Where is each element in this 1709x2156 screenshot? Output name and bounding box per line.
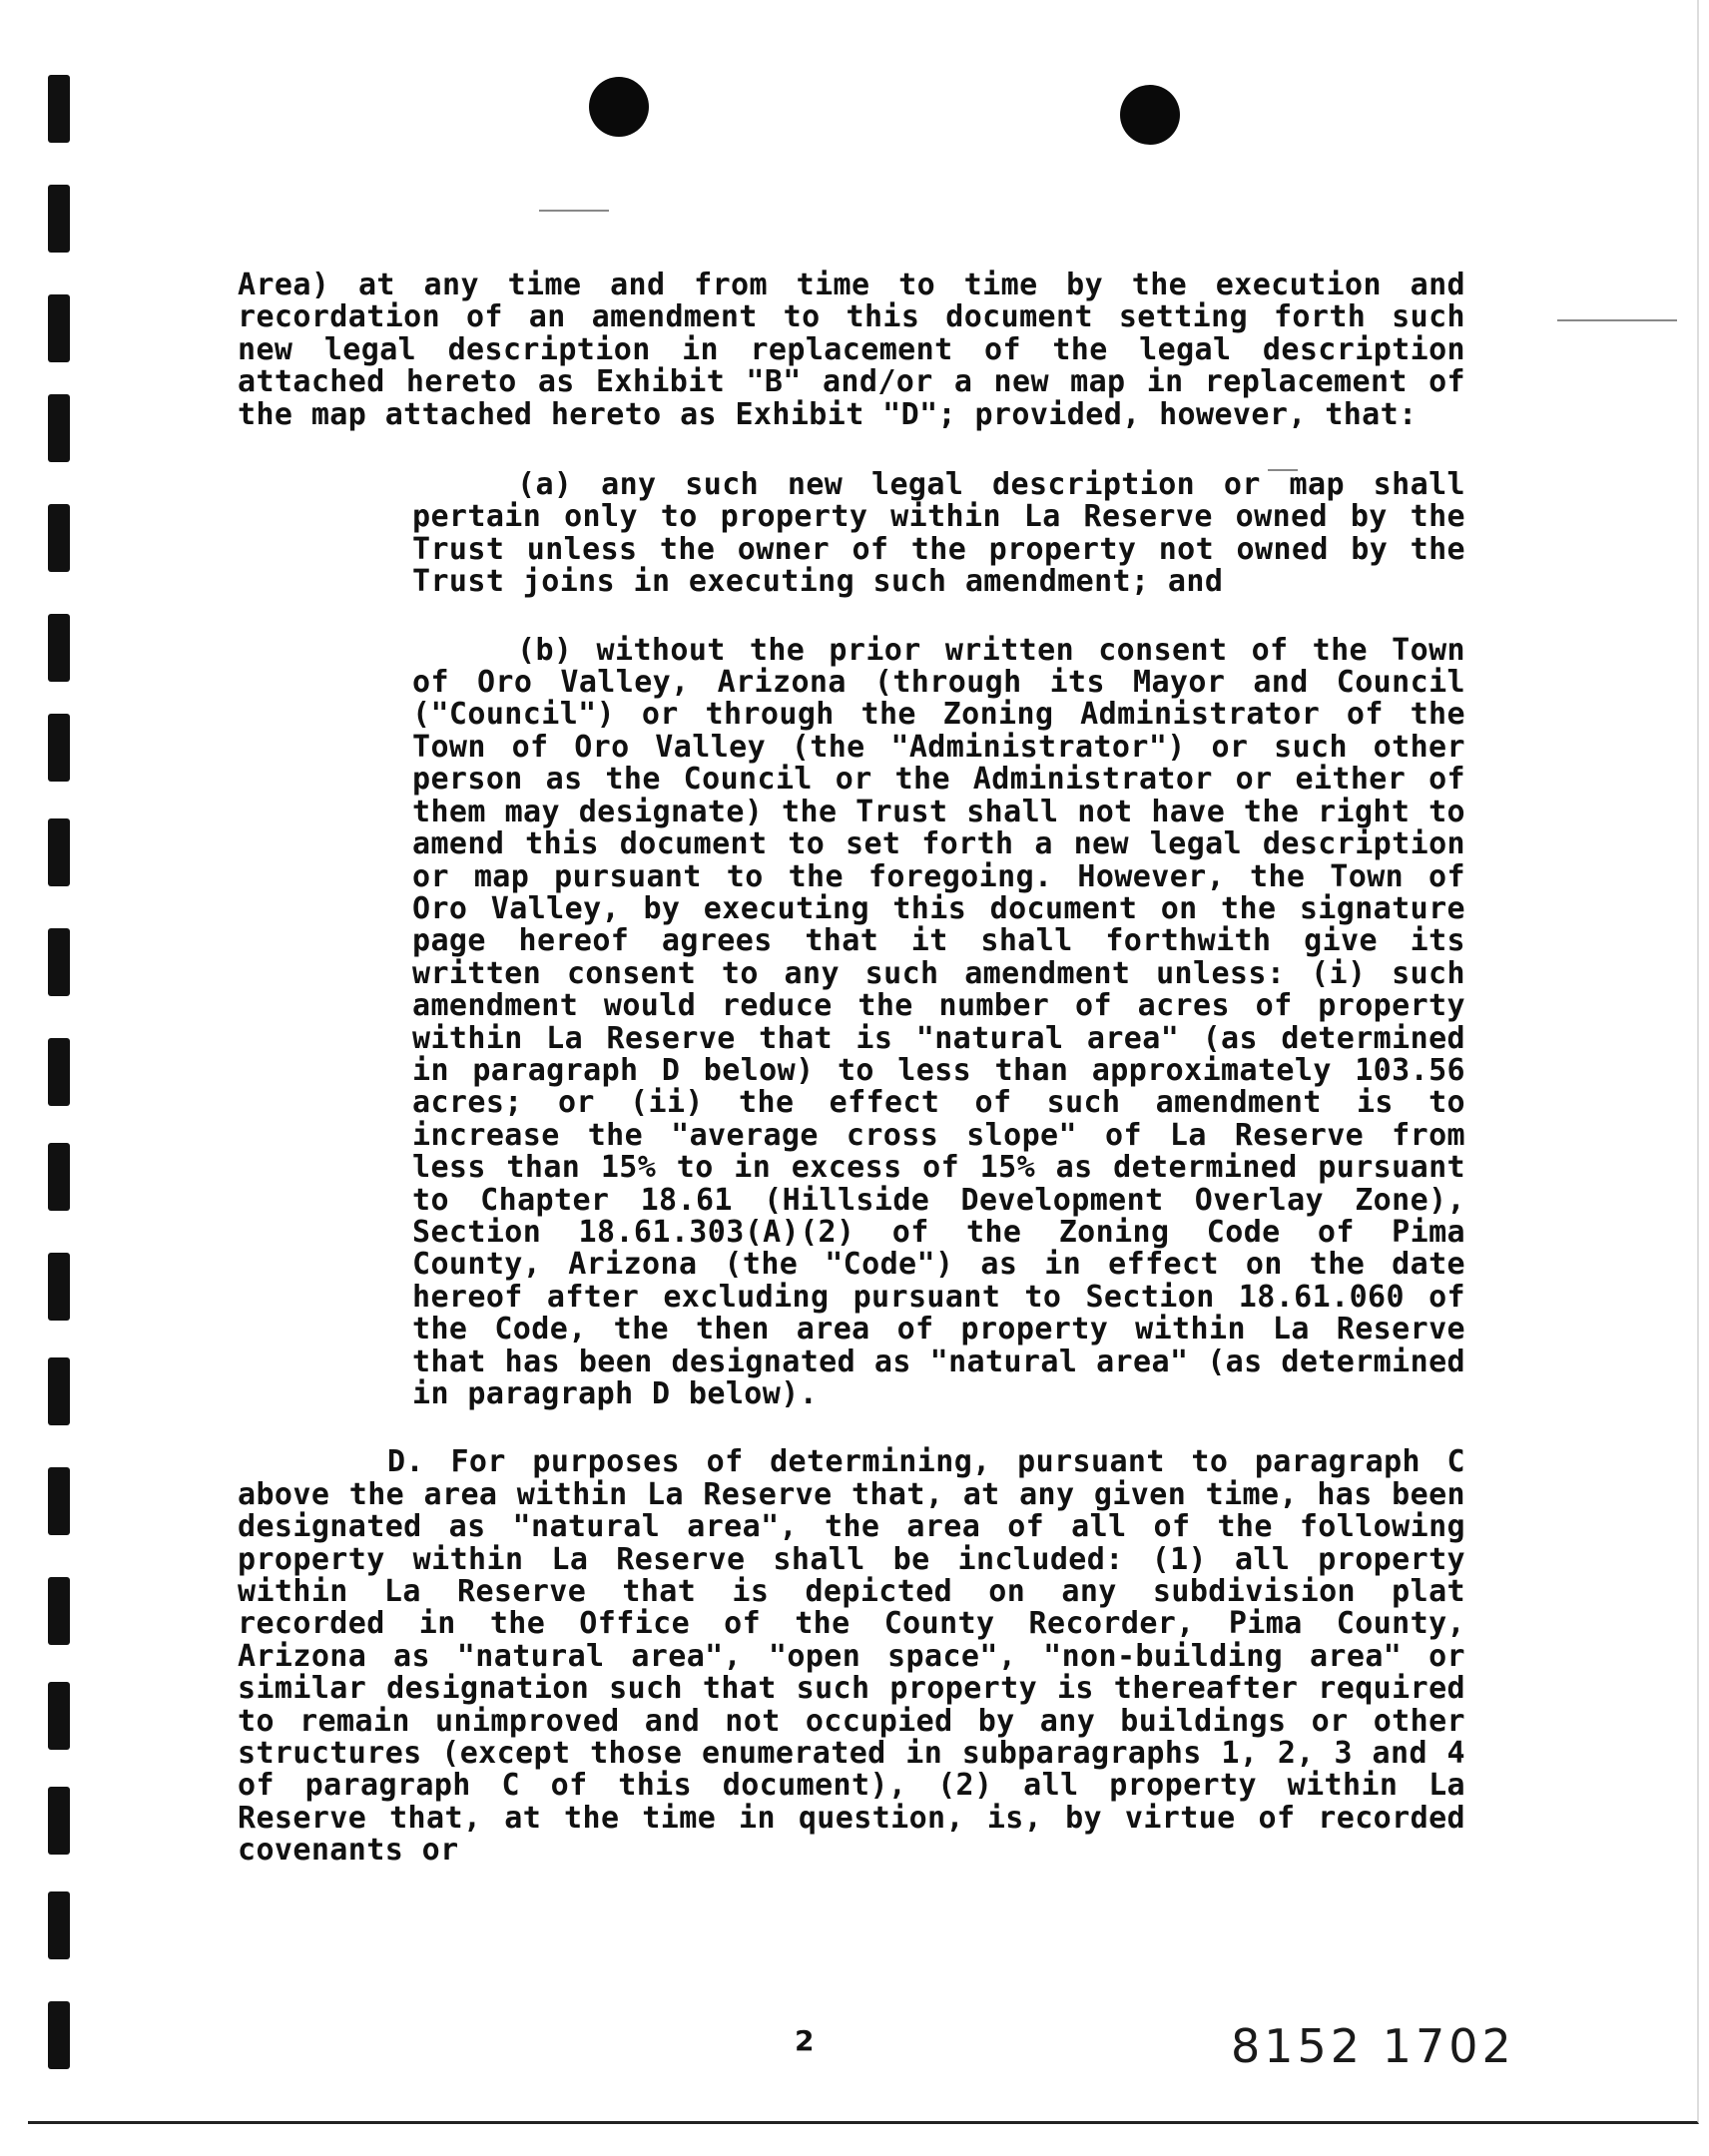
feed-mark bbox=[48, 75, 70, 143]
page-number: 2 bbox=[795, 2024, 815, 2057]
scan-noise bbox=[1557, 319, 1677, 321]
feed-mark bbox=[48, 294, 70, 362]
document-body bbox=[238, 270, 1465, 1868]
feed-mark bbox=[48, 928, 70, 996]
subparagraph-b: (b) without the prior written consent of the Town of Oro Valley, Arizona (through its Mayor and Council ("Council") or through the Zoning Administrator of the Town of Oro Valley (the "Administrator") or such other person as the Council or the Administrator or either of them may designate) the Trust shall not have the right to amend this document to set forth a new legal description or map pursuant to the foregoing. However, the Town of Oro Valley, by executing this document on the signature page hereof agrees that it shall forthwith give its written consent to any such amendment unless: (i) such amendment would reduce the number of acres of property within La Reserve that is "natural area" (as determined in paragraph D below) to less than approximately 103.56 acres; or (ii) the effect of such amendment is to increase the "average cross slope" of La Reserve from less than 15% to in excess of 15% as determined pursuant to Chapter 18.61 (Hillside Development Overlay Zone), Section 18.61.303(A)(2) of the Zoning Code of Pima County, Arizona (the "Code") as in effect on the date hereof after excluding pursuant to Section 18.61.060 of the Code, the then area of property within La Reserve that has been designated as "natural area" (as determined in paragraph D below). bbox=[412, 632, 1465, 1411]
feed-mark bbox=[48, 1787, 70, 1855]
feed-mark bbox=[48, 185, 70, 253]
scan-noise bbox=[539, 210, 609, 212]
feed-mark bbox=[48, 1038, 70, 1106]
subparagraph-a: (a) any such new legal description or map shall pertain only to property within La Reserve owned by the Trust unless the owner of the property not owned by the Trust joins in executing such amendment; and bbox=[412, 467, 1465, 600]
feed-mark bbox=[48, 2001, 70, 2069]
feed-mark bbox=[48, 1253, 70, 1321]
feed-mark bbox=[48, 1682, 70, 1750]
tractor-feed-strip bbox=[40, 60, 80, 2116]
binder-hole bbox=[589, 77, 649, 137]
feed-mark bbox=[48, 1143, 70, 1211]
feed-mark bbox=[48, 1467, 70, 1535]
feed-mark bbox=[48, 504, 70, 572]
feed-mark bbox=[48, 1577, 70, 1645]
binder-hole bbox=[1120, 85, 1180, 145]
feed-mark bbox=[48, 818, 70, 886]
paragraph-d: D. For purposes of determining, pursuant to paragraph C above the area within La Reserve that, at any given time, has been designated as "natural area", the area of all of the following property within La Reserve shall be included: (1) all property within La Reserve that is depicted on any subdivision plat recorded in the Office of the County Recorder, Pima County, Arizona as "natural area", "open space", "non-building area" or similar designation such that such property is thereafter required to remain unimproved and not occupied by any buildings or other structures (except those enumerated in subparagraphs 1, 2, 3 and 4 of paragraph C of this document), (2) all property within La Reserve that, at the time in question, is, by virtue of recorded covenants or bbox=[238, 1444, 1465, 1869]
feed-mark bbox=[48, 714, 70, 782]
paragraph-lead: Area) at any time and from time to time by the execution and recordation of an amendment to this document setting forth such new legal description in replacement of the legal description attached hereto as Exhibit "B" and/or a new map in replacement of the map attached hereto as Exhibit "D"; provided, however, that: bbox=[238, 268, 1465, 432]
feed-mark bbox=[48, 614, 70, 682]
feed-mark bbox=[48, 1357, 70, 1425]
feed-mark bbox=[48, 1891, 70, 1959]
feed-mark bbox=[48, 394, 70, 462]
recording-number: 8152 1702 bbox=[1231, 2019, 1515, 2073]
